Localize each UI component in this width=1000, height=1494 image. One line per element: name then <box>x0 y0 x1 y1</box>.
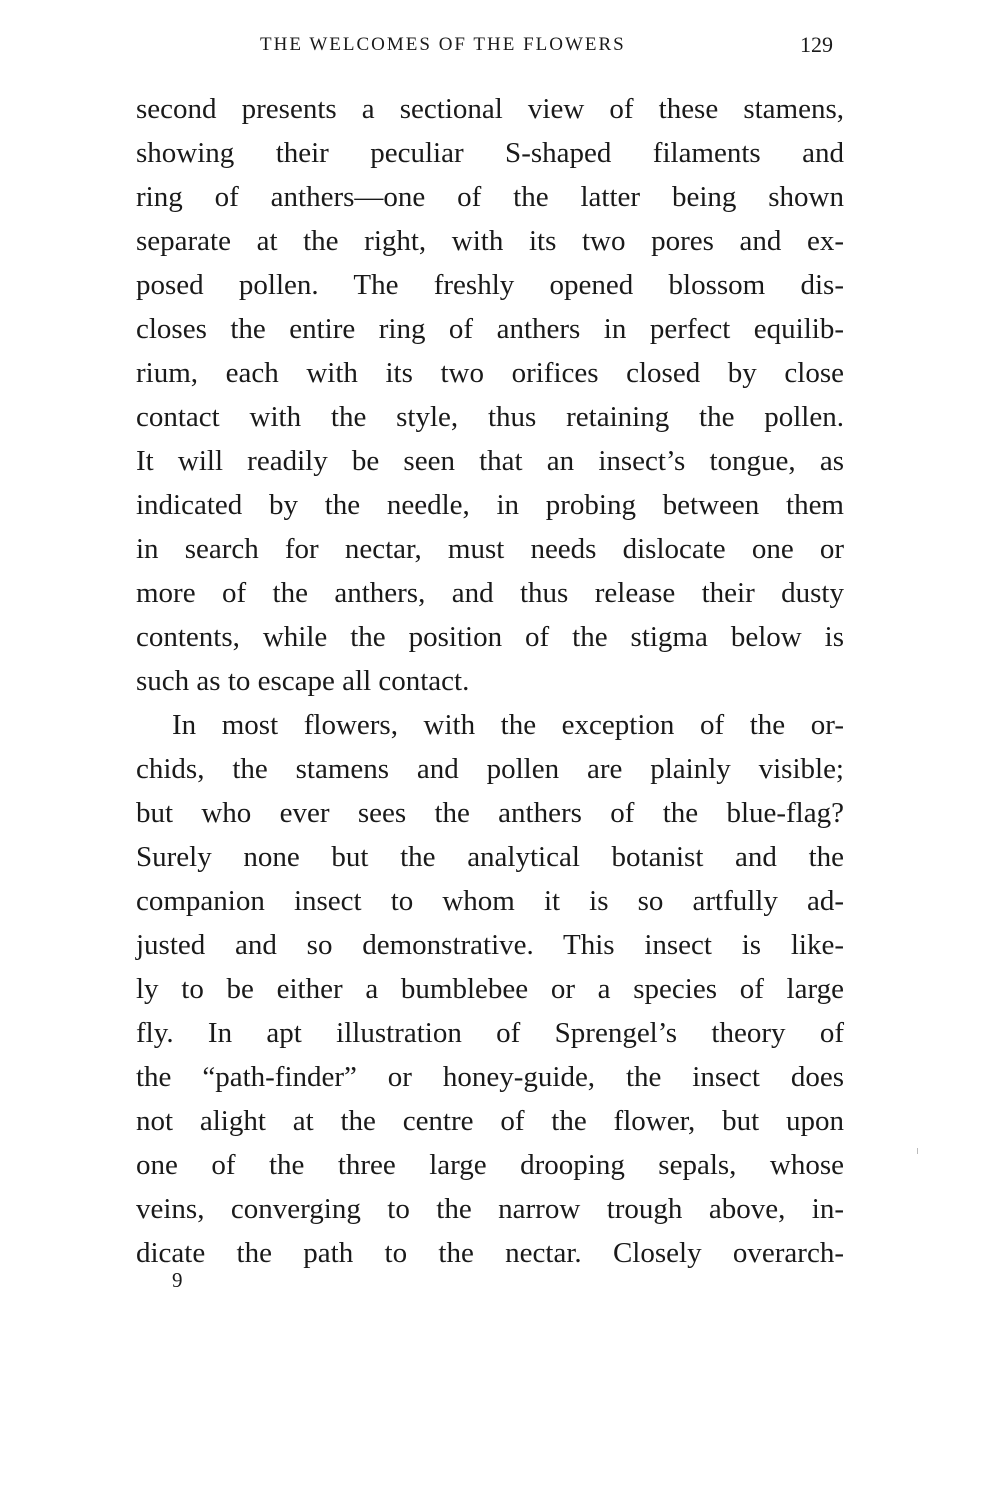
text-line: closes the entire ring of anthers in perfect equilib- <box>136 313 844 345</box>
text-line: justed and so demonstrative. This insect is like- <box>136 929 844 961</box>
text-line: such as to escape all contact. <box>136 665 470 697</box>
page-number: 129 <box>800 32 833 57</box>
text-line: ly to be either a bumblebee or a species of large <box>136 973 844 1005</box>
text-line: the “path-finder” or honey-guide, the insect does <box>136 1061 844 1093</box>
text-line: It will readily be seen that an insect’s tongue, as <box>136 445 844 477</box>
text-line: showing their peculiar S-shaped filaments and <box>136 137 844 169</box>
text-line: ring of anthers—one of the latter being shown <box>136 181 844 213</box>
text-line: one of the three large drooping sepals, whose <box>136 1149 844 1181</box>
paragraph-1 <box>136 87 844 703</box>
signature-mark: 9 <box>172 1268 183 1292</box>
text-line: fly. In apt illustration of Sprengel’s theory of <box>136 1017 844 1049</box>
text-line: separate at the right, with its two pores and ex- <box>136 225 844 257</box>
text-line: dicate the path to the nectar. Closely overarch- <box>136 1237 844 1269</box>
text-line: In most flowers, with the exception of the or- <box>172 709 844 741</box>
text-line: second presents a sectional view of these stamens, <box>136 93 844 125</box>
text-line: chids, the stamens and pollen are plainly visible; <box>136 753 844 785</box>
text-line: veins, converging to the narrow trough above, in- <box>136 1193 844 1225</box>
body-text <box>136 87 844 1275</box>
text-line: indicated by the needle, in probing between them <box>136 489 844 521</box>
running-header-title: THE WELCOMES OF THE FLOWERS <box>260 34 626 55</box>
paragraph-2 <box>136 703 844 1275</box>
text-line: rium, each with its two orifices closed by close <box>136 357 844 389</box>
text-line: contact with the style, thus retaining the pollen. <box>136 401 844 433</box>
margin-speck <box>917 1148 918 1154</box>
text-line: but who ever sees the anthers of the blue-flag? <box>136 797 844 829</box>
text-line: Surely none but the analytical botanist and the <box>136 841 844 873</box>
text-line: contents, while the position of the stigma below is <box>136 621 844 653</box>
text-line: not alight at the centre of the flower, but upon <box>136 1105 844 1137</box>
text-line: in search for nectar, must needs dislocate one or <box>136 533 844 565</box>
text-line: more of the anthers, and thus release their dusty <box>136 577 844 609</box>
text-line: companion insect to whom it is so artfully ad- <box>136 885 844 917</box>
text-line: posed pollen. The freshly opened blossom dis- <box>136 269 844 301</box>
